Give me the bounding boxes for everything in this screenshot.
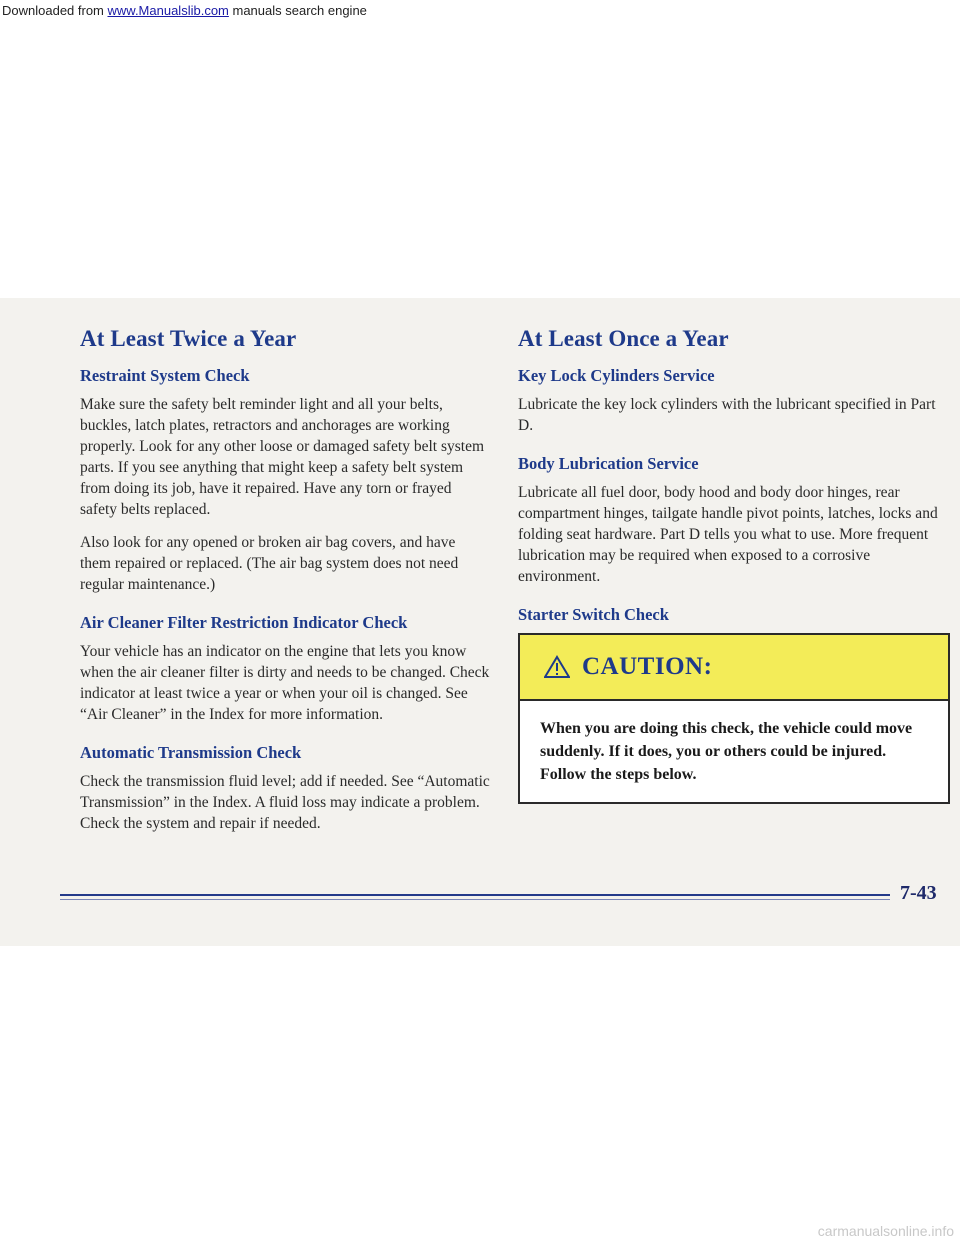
banner-suffix: manuals search engine bbox=[228, 3, 367, 18]
paragraph-key-lock: Lubricate the key lock cylinders with the lubricant specified in Part D. bbox=[518, 396, 936, 434]
warning-triangle-icon bbox=[544, 655, 570, 679]
heading-restraint-system-check: Restraint System Check bbox=[80, 366, 250, 385]
paragraph-transmission: Check the transmission fluid level; add if needed. See “Automatic Transmission” in the Index. A fluid loss may indicate a problem. Check the system and repair if needed. bbox=[80, 773, 490, 832]
caution-title: CAUTION: bbox=[582, 653, 713, 680]
heading-body-lubrication: Body Lubrication Service bbox=[518, 454, 699, 473]
footer-watermark: carmanualsonline.info bbox=[817, 1223, 954, 1239]
paragraph-restraint-2: Also look for any opened or broken air bag covers, and have them repaired or replaced. (The air bag system does not need regular maintenance.) bbox=[80, 534, 459, 593]
page-number: 7-43 bbox=[900, 882, 937, 904]
heading-starter-switch-check: Starter Switch Check bbox=[518, 605, 669, 624]
heading-air-cleaner-check: Air Cleaner Filter Restriction Indicator Check bbox=[80, 613, 408, 632]
section-title-once-a-year: At Least Once a Year bbox=[518, 326, 729, 351]
manual-page bbox=[0, 298, 960, 946]
footer-rule bbox=[60, 894, 890, 902]
caution-text: When you are doing this check, the vehicle could move suddenly. If it does, you or others could be injured. Follow the steps below. bbox=[540, 720, 913, 783]
right-column bbox=[518, 326, 948, 804]
caution-header bbox=[520, 635, 948, 701]
paragraph-body-lubrication: Lubricate all fuel door, body hood and body door hinges, rear compartment hinges, tailgate handle pivot points, latches, locks and folding seat hardware. Part D tells you what to use. More frequent lubrication may be required when exposed to a corrosive environment. bbox=[518, 484, 938, 585]
caution-box bbox=[518, 633, 950, 804]
section-title-twice-a-year: At Least Twice a Year bbox=[80, 326, 297, 351]
download-banner bbox=[0, 0, 960, 22]
paragraph-restraint-1: Make sure the safety belt reminder light and all your belts, buckles, latch plates, retractors and anchorages are working properly. Look for any other loose or damaged safety belt system parts. If you see anything that might keep a safety belt system from doing its job, have it repaired. Have any torn or frayed safety belts replaced. bbox=[80, 396, 485, 518]
manualslib-link[interactable]: www.Manualslib.com bbox=[107, 3, 229, 18]
heading-key-lock-service: Key Lock Cylinders Service bbox=[518, 366, 715, 385]
heading-transmission-check: Automatic Transmission Check bbox=[80, 743, 302, 762]
banner-prefix: Downloaded from bbox=[2, 3, 108, 18]
paragraph-air-cleaner: Your vehicle has an indicator on the engine that lets you know when the air cleaner filter is dirty and needs to be changed. Check indicator at least twice a year or when your oil is changed. See “Air Cleaner” in the Index for more information. bbox=[80, 643, 490, 723]
left-column bbox=[80, 326, 490, 846]
